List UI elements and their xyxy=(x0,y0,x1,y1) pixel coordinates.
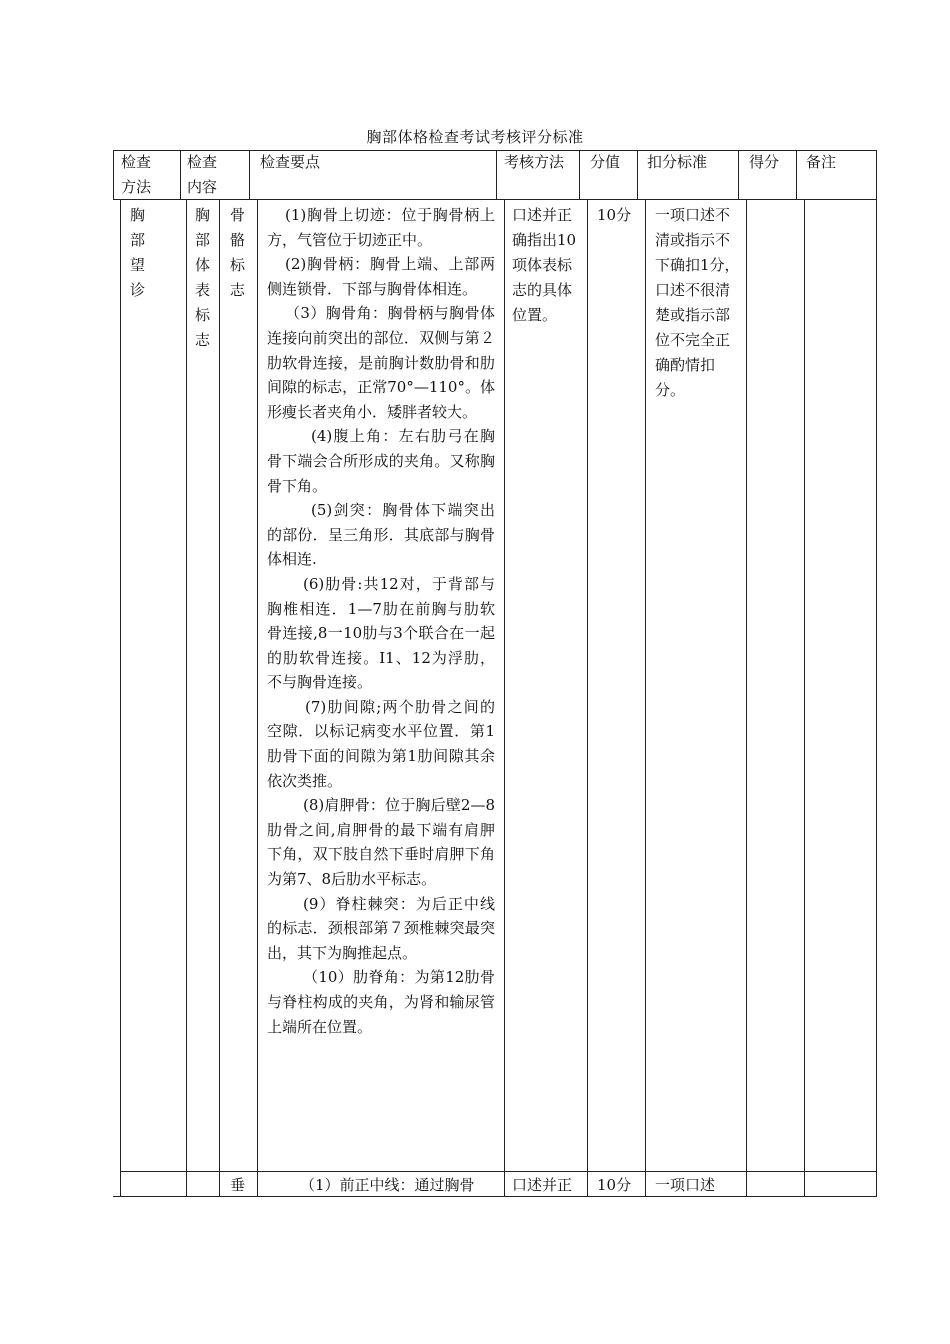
header-bottom-border xyxy=(113,199,877,200)
row1-subcategory: 骨 骼 标 志 xyxy=(230,206,246,299)
document-title: 胸部体格检查考试考核评分标准 xyxy=(366,128,584,146)
point-paragraph: (4)腹上角：左右肋弓在胸骨下端会合所形成的夹角。又称胸骨下角。 xyxy=(267,427,495,495)
body-col-divider xyxy=(587,199,588,1197)
row1-assess-method: 口述并正确指出10项体表标志的具体位置。 xyxy=(512,206,577,324)
header-col-divider xyxy=(796,150,797,200)
row2-bottom-border xyxy=(113,1196,877,1197)
header-col-divider xyxy=(876,150,877,200)
header-col-divider xyxy=(637,150,638,200)
header-points: 检查要点 xyxy=(260,153,321,171)
header-col-divider xyxy=(113,150,114,200)
body-col-divider xyxy=(257,199,258,1197)
header-col-divider xyxy=(249,150,250,200)
point-paragraph: (7)肋间隙;两个肋骨之间的空隙．以标记病变水平位置．第1肋骨下面的间隙为第1肋间隙其余依次类推。 xyxy=(267,697,495,790)
body-col-divider xyxy=(876,199,877,1197)
header-content: 检查 内容 xyxy=(187,153,218,196)
header-col-divider xyxy=(579,150,580,200)
point-paragraph: (5)剑突：胸骨体下端突出的部份．呈三角形．其底部与胸骨体相连. xyxy=(267,501,495,569)
header-method: 检查 方法 xyxy=(121,153,152,196)
row2-deduct: 一项口述 xyxy=(655,1176,716,1194)
body-col-divider xyxy=(120,199,121,1197)
point-paragraph: (9）脊柱棘突：为后正中线的标志．颈根部第７颈椎棘突最突出，其下为胸推起点。 xyxy=(267,894,495,962)
body-col-divider xyxy=(186,199,187,1197)
header-remarks: 备注 xyxy=(806,153,837,171)
header-deduct: 扣分标准 xyxy=(647,153,708,171)
point-paragraph: (2)胸骨柄：胸骨上端、上部两侧连锁骨．下部与胸骨体相连。 xyxy=(267,255,495,298)
row1-points xyxy=(267,203,495,1039)
body-col-divider xyxy=(219,199,220,1197)
row2-subcategory: 垂 xyxy=(230,1176,246,1194)
header-score: 分值 xyxy=(590,153,621,171)
point-paragraph: （3）胸骨角：胸骨柄与胸骨体连接向前突出的部位．双侧与第２肋软骨连接，是前胸计数肋骨和肋间隙的标志，正常70°—110°。体形瘦长者夹角小．矮胖者较大。 xyxy=(267,304,495,421)
header-col-divider xyxy=(496,150,497,200)
row1-content: 胸 部 体 表 标 志 xyxy=(195,206,211,349)
point-paragraph: （10）肋脊角：为第12肋骨与脊柱构成的夹角，为肾和输尿管上端所在位置。 xyxy=(267,968,495,1036)
body-col-divider xyxy=(504,199,505,1197)
body-col-divider xyxy=(645,199,646,1197)
header-col-divider xyxy=(180,150,181,200)
point-paragraph: (8)肩胛骨：位于胸后壁2—8肋骨之间,肩胛骨的最下端有肩胛下角，双下肢自然下垂时肩胛下角为第7、8后肋水平标志。 xyxy=(267,796,495,889)
row2-points: （1）前正中线：通过胸骨 xyxy=(300,1176,475,1194)
row1-method: 胸 部 望 诊 xyxy=(130,206,146,299)
row1-score: 10分 xyxy=(597,206,632,224)
header-obtained: 得分 xyxy=(749,153,780,171)
point-paragraph: (6)肋骨:共12对，于背部与胸椎相连．1—7肋在前胸与肋软骨连接,8一10肋与3个联合在一起的肋软骨连接。I1、12为浮肋，不与胸骨连接。 xyxy=(267,574,495,692)
row2-assess-method: 口述并正 xyxy=(512,1176,573,1194)
row2-score: 10分 xyxy=(597,1176,632,1194)
row1-bottom-border xyxy=(120,1171,877,1172)
body-col-divider xyxy=(804,199,805,1197)
point-paragraph: (1)胸骨上切迹：位于胸骨柄上方，气管位于切迹正中。 xyxy=(267,206,495,249)
header-assess-method: 考核方法 xyxy=(504,153,565,171)
row1-deduct: 一项口述不清或指示不下确扣1分，口述不很清楚或指示部位不完全正确酌情扣分。 xyxy=(655,206,740,399)
header-col-divider xyxy=(738,150,739,200)
body-col-divider xyxy=(746,199,747,1197)
